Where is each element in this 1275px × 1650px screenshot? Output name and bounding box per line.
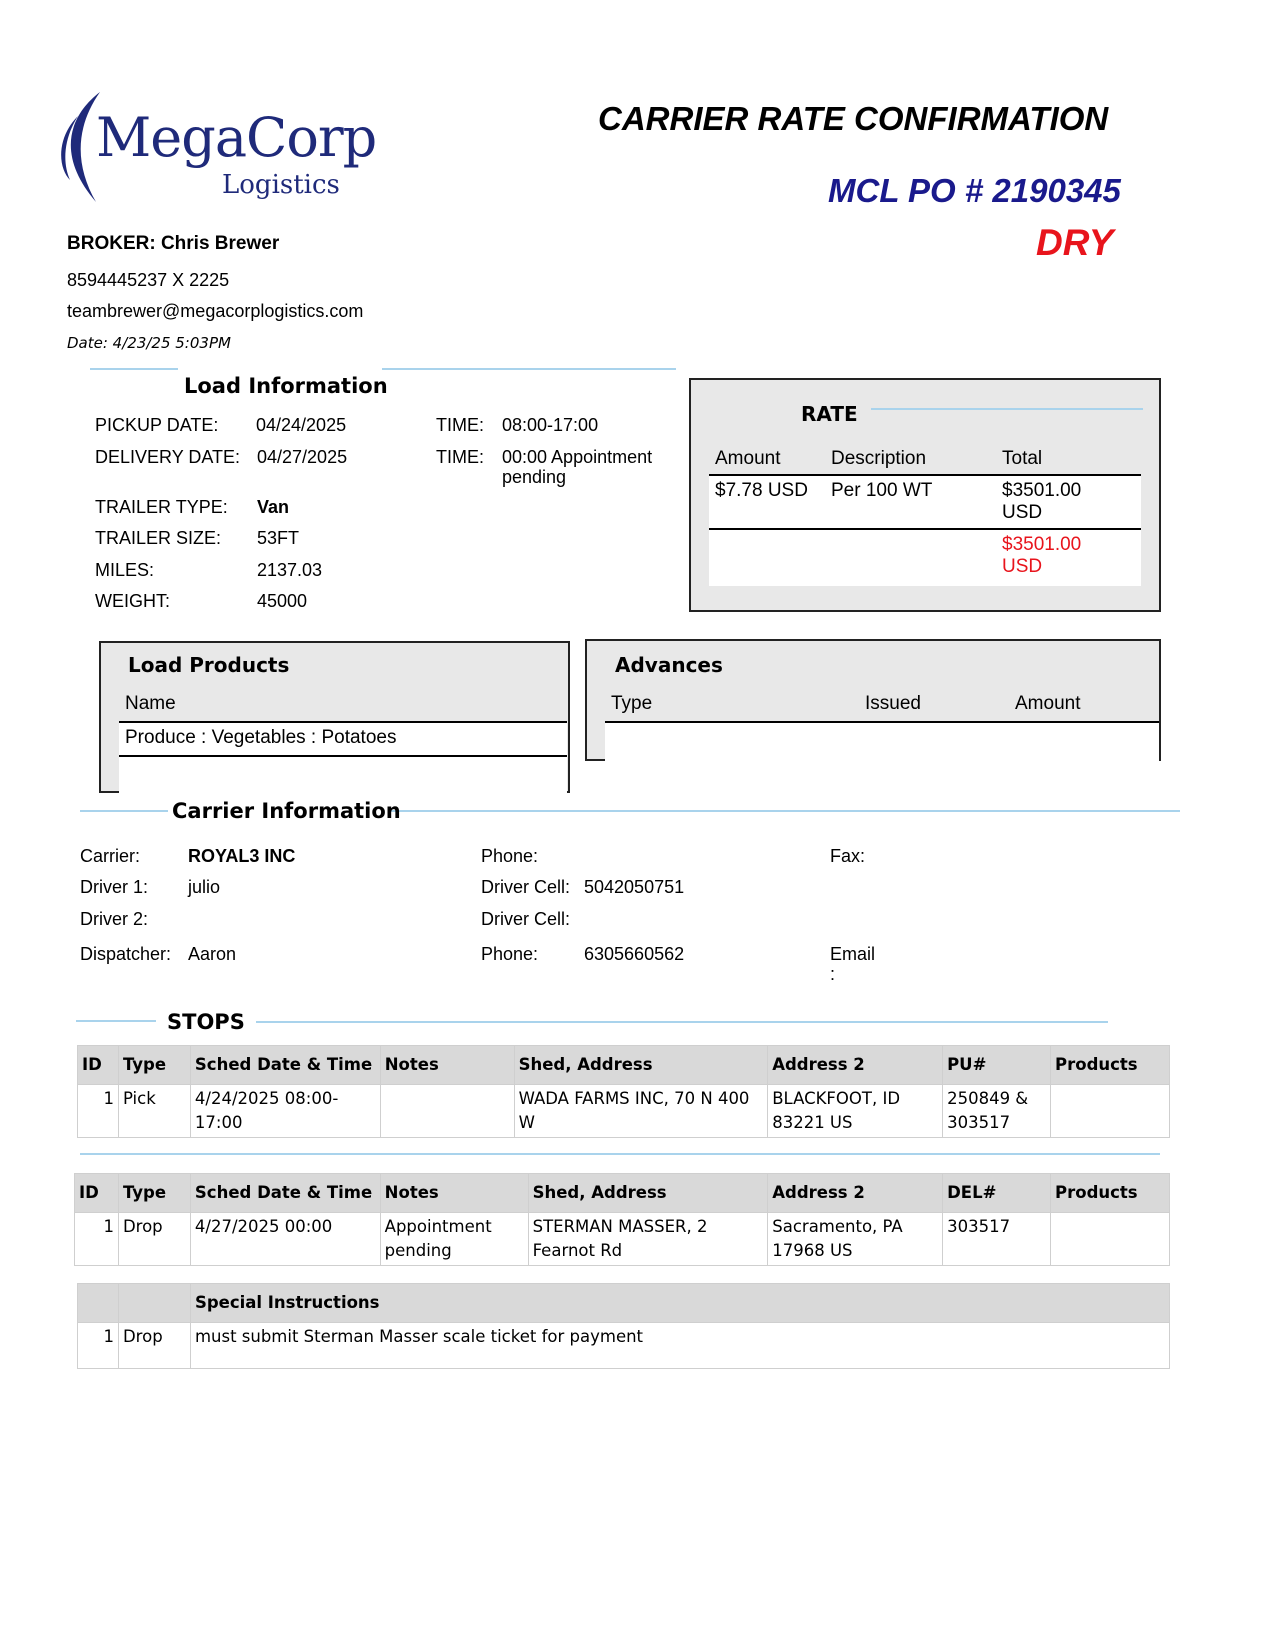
col-header-notes: Notes bbox=[380, 1174, 528, 1213]
col-header-products: Products bbox=[1051, 1174, 1170, 1213]
driver-cell: 5042050751 bbox=[584, 877, 685, 897]
logo-subtitle: Logistics bbox=[222, 170, 340, 200]
pickup-time-label: TIME: bbox=[436, 415, 484, 435]
delivery-time: 00:00 Appointment pending bbox=[502, 447, 653, 487]
pickup-stops-table bbox=[77, 1045, 1170, 1138]
stop-del-number: 303517 bbox=[943, 1213, 1051, 1266]
stop-notes: Appointment pending bbox=[380, 1213, 528, 1266]
stops-divider-rule bbox=[80, 1153, 1160, 1155]
col-header-type: Type bbox=[118, 1174, 190, 1213]
stop-products bbox=[1051, 1213, 1170, 1266]
stops-rule-left bbox=[76, 1020, 156, 1022]
col-header-type: Type bbox=[118, 1046, 190, 1085]
company-logo bbox=[52, 88, 382, 208]
stop-shed-address: WADA FARMS INC, 70 N 400 W bbox=[514, 1085, 768, 1138]
rate-header-description: Description bbox=[831, 448, 927, 469]
col-header-address2: Address 2 bbox=[768, 1046, 943, 1085]
stop-sched: 4/27/2025 00:00 bbox=[190, 1213, 380, 1266]
trailer-type: Van bbox=[257, 497, 290, 517]
load-product-item: Produce : Vegetables : Potatoes bbox=[125, 727, 397, 748]
weight-label: WEIGHT: bbox=[95, 591, 170, 611]
load-products-divider bbox=[119, 755, 567, 757]
rate-title: RATE bbox=[801, 402, 858, 426]
advances-title: Advances bbox=[615, 653, 723, 677]
col-header-notes: Notes bbox=[380, 1046, 514, 1085]
load-info-rule-right bbox=[382, 368, 676, 370]
stops-rule-right bbox=[256, 1021, 1108, 1023]
special-instruction-text: must submit Sterman Masser scale ticket for payment bbox=[190, 1323, 1169, 1369]
driver-cell-label: Driver Cell: bbox=[481, 877, 571, 897]
stop-type: Drop bbox=[118, 1213, 190, 1266]
rate-row-divider bbox=[709, 528, 1141, 530]
table-row bbox=[78, 1323, 1170, 1369]
pickup-date: 04/24/2025 bbox=[256, 415, 347, 435]
empty-header-cell bbox=[118, 1284, 190, 1323]
delivery-date-label: DELIVERY DATE: bbox=[95, 447, 241, 467]
pickup-header-row bbox=[78, 1046, 1170, 1085]
col-header-pu-number: PU# bbox=[943, 1046, 1051, 1085]
stop-sched: 4/24/2025 08:00-17:00 bbox=[190, 1085, 380, 1138]
col-header-shed-address: Shed, Address bbox=[528, 1174, 768, 1213]
rate-total: $3501.00 USD bbox=[1002, 480, 1082, 523]
advances-box bbox=[585, 639, 1161, 761]
table-row bbox=[78, 1085, 1170, 1138]
col-header-products: Products bbox=[1051, 1046, 1170, 1085]
stop-pu-number: 250849 & 303517 bbox=[943, 1085, 1051, 1138]
dispatcher-phone-label: Phone: bbox=[481, 944, 539, 964]
carrier-label: Carrier: bbox=[80, 846, 141, 866]
driver2-cell-label: Driver Cell: bbox=[481, 909, 571, 929]
col-header-id: ID bbox=[75, 1174, 119, 1213]
load-products-header: Name bbox=[125, 693, 176, 714]
stop-shed-address: STERMAN MASSER, 2 Fearnot Rd bbox=[528, 1213, 768, 1266]
pickup-time: 08:00-17:00 bbox=[502, 415, 599, 435]
stop-products bbox=[1051, 1085, 1170, 1138]
col-header-sched: Sched Date & Time bbox=[190, 1174, 380, 1213]
stop-address2: Sacramento, PA 17968 US bbox=[768, 1213, 943, 1266]
broker-name: Chris Brewer bbox=[160, 233, 280, 254]
advances-header-amount: Amount bbox=[1015, 693, 1081, 714]
advances-body bbox=[605, 721, 1159, 761]
empty-header-cell bbox=[78, 1284, 119, 1323]
dispatcher-name: Aaron bbox=[188, 944, 237, 964]
pickup-date-label: PICKUP DATE: bbox=[95, 415, 219, 435]
fax-label: Fax: bbox=[830, 846, 866, 866]
special-header-row bbox=[78, 1284, 1170, 1323]
weight: 45000 bbox=[257, 591, 308, 611]
advances-header-issued: Issued bbox=[865, 693, 921, 714]
carrier-name: ROYAL3 INC bbox=[188, 846, 296, 866]
special-instructions-table bbox=[77, 1283, 1170, 1369]
drop-stops-table bbox=[74, 1173, 1170, 1266]
driver2-label: Driver 2: bbox=[80, 909, 149, 929]
special-instructions-header: Special Instructions bbox=[190, 1284, 1169, 1323]
email-label: Email : bbox=[830, 944, 876, 984]
col-header-sched: Sched Date & Time bbox=[190, 1046, 380, 1085]
special-stop-id: 1 bbox=[78, 1323, 119, 1369]
po-number: MCL PO # 2190345 bbox=[828, 172, 1121, 209]
document-title: CARRIER RATE CONFIRMATION bbox=[598, 100, 1109, 137]
rate-amount: $7.78 USD bbox=[715, 480, 808, 501]
load-products-body bbox=[119, 721, 567, 793]
col-header-shed-address: Shed, Address bbox=[514, 1046, 768, 1085]
stop-id: 1 bbox=[75, 1213, 119, 1266]
load-products-box bbox=[99, 641, 570, 793]
carrier-phone-label: Phone: bbox=[481, 846, 539, 866]
broker-line bbox=[67, 233, 279, 255]
stop-address2: BLACKFOOT, ID 83221 US bbox=[768, 1085, 943, 1138]
trailer-type-label: TRAILER TYPE: bbox=[95, 497, 228, 517]
col-header-del-number: DEL# bbox=[943, 1174, 1051, 1213]
driver1-name: julio bbox=[188, 877, 221, 897]
carrier-info-rule-right bbox=[390, 810, 1180, 812]
drop-header-row bbox=[75, 1174, 1170, 1213]
rate-table-body bbox=[709, 474, 1141, 586]
dispatcher-label: Dispatcher: bbox=[80, 944, 172, 964]
trailer-size-label: TRAILER SIZE: bbox=[95, 528, 222, 548]
col-header-address2: Address 2 bbox=[768, 1174, 943, 1213]
load-info-rule-left bbox=[90, 368, 178, 370]
col-header-id: ID bbox=[78, 1046, 119, 1085]
broker-label: BROKER: bbox=[67, 233, 156, 254]
delivery-date: 04/27/2025 bbox=[257, 447, 348, 467]
rate-header-total: Total bbox=[1002, 448, 1043, 469]
carrier-info-rule-left bbox=[80, 810, 168, 812]
driver1-label: Driver 1: bbox=[80, 877, 149, 897]
stop-type: Pick bbox=[118, 1085, 190, 1138]
broker-email[interactable]: teambrewer@megacorplogistics.com bbox=[67, 301, 364, 321]
broker-phone: 8594445237 X 2225 bbox=[67, 270, 230, 290]
advances-header-type: Type bbox=[611, 693, 653, 714]
load-products-title: Load Products bbox=[128, 653, 290, 677]
carrier-info-title: Carrier Information bbox=[172, 799, 401, 823]
dispatcher-phone: 6305660562 bbox=[584, 944, 685, 964]
logo-wordmark: MegaCorp bbox=[96, 106, 377, 169]
document-date: Date: 4/23/25 5:03PM bbox=[67, 334, 231, 352]
table-row bbox=[75, 1213, 1170, 1266]
freight-type: DRY bbox=[1036, 222, 1114, 263]
delivery-time-label: TIME: bbox=[436, 447, 484, 467]
miles: 2137.03 bbox=[257, 560, 323, 580]
load-info-title: Load Information bbox=[184, 374, 388, 398]
stop-notes bbox=[380, 1085, 514, 1138]
miles-label: MILES: bbox=[95, 560, 155, 580]
trailer-size: 53FT bbox=[257, 528, 300, 548]
rate-title-rule bbox=[871, 408, 1143, 410]
rate-header-amount: Amount bbox=[715, 448, 781, 469]
special-stop-type: Drop bbox=[118, 1323, 190, 1369]
rate-grand-total: $3501.00 USD bbox=[1002, 534, 1082, 577]
stop-id: 1 bbox=[78, 1085, 119, 1138]
rate-box bbox=[689, 378, 1161, 612]
stops-title: STOPS bbox=[167, 1010, 245, 1034]
rate-description: Per 100 WT bbox=[831, 480, 933, 501]
